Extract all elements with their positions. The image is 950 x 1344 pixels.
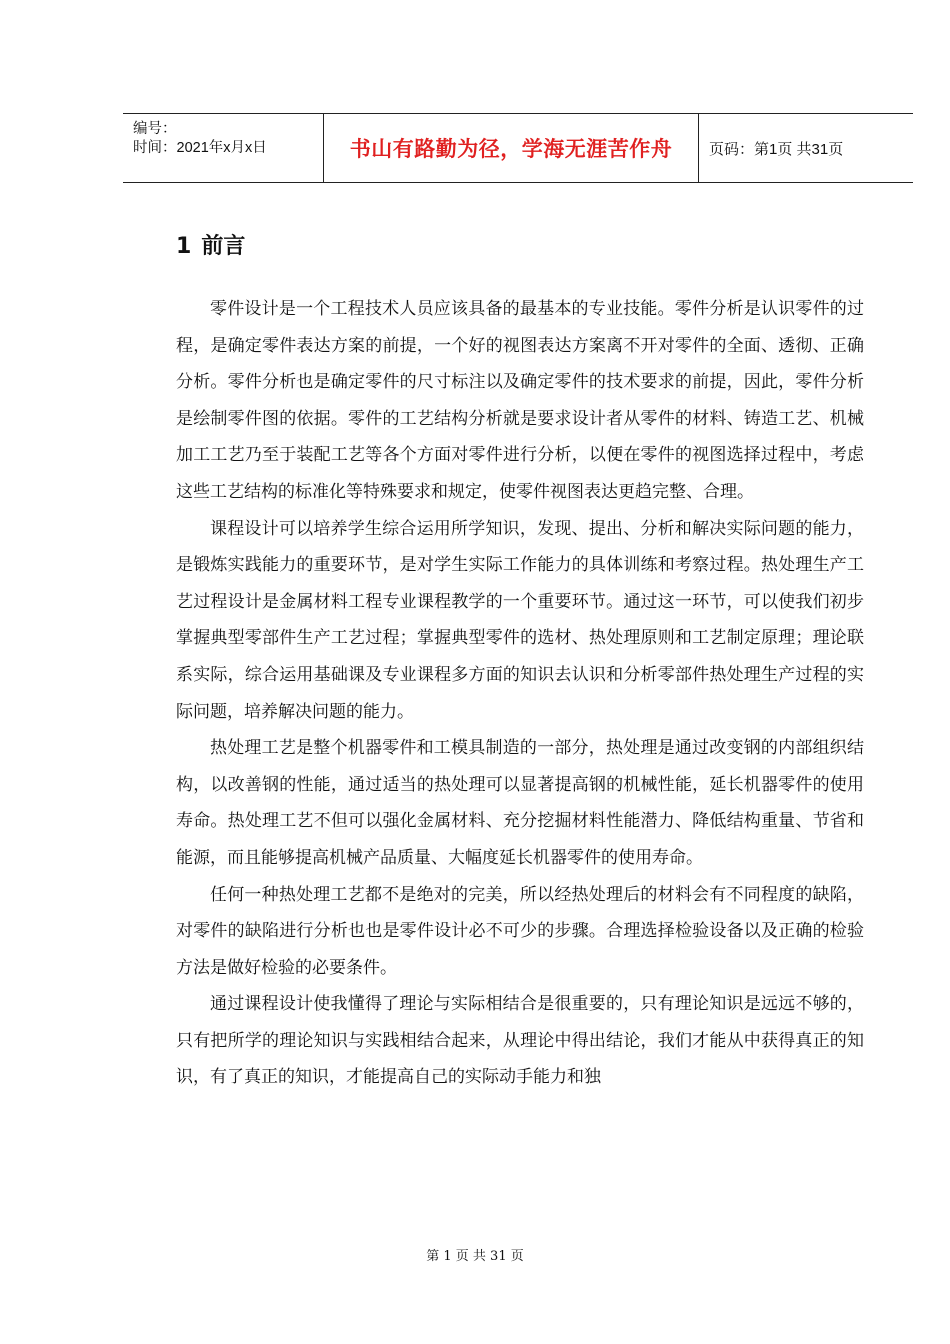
paragraph: 通过课程设计使我懂得了理论与实际相结合是很重要的，只有理论知识是远远不够的，只有把所学的理论知识与实践相结合起来，从理论中得出结论，我们才能从中获得真正的知识，有了真正的知识，才能提高自己的实际动手能力和独 — [176, 994, 864, 1088]
section-title — [176, 229, 245, 260]
section-number: 1 — [176, 234, 192, 259]
section-title-text: 前言 — [201, 234, 246, 259]
header-motto-cell — [324, 114, 699, 182]
code-label: 编号： — [133, 121, 177, 137]
paragraph: 课程设计可以培养学生综合运用所学知识，发现、提出、分析和解决实际问题的能力，是锻炼实践能力的重要环节，是对学生实际工作能力的具体训练和考察过程。热处理生产工艺过程设计是金属材料工程专业课程教学的一个重要环节。通过这一环节，可以使我们初步掌握典型零部件生产工艺过程；掌握典型零件的选材、热处理原则和工艺制定原理；理论联系实际，综合运用基础课及专业课程多方面的知识去认识和分析零部件热处理生产过程的实际问题，培养解决问题的能力。 — [176, 518, 864, 722]
page-label: 页码：第1页 共31页 — [709, 140, 844, 158]
header-page-cell — [699, 114, 913, 182]
paragraph: 任何一种热处理工艺都不是绝对的完美，所以经热处理后的材料会有不同程度的缺陷，对零件的缺陷进行分析也也是零件设计必不可少的步骤。合理选择检验设备以及正确的检验方法是做好检验的必要条件。 — [176, 884, 864, 978]
footer-page-number: 第 1 页 共 31 页 — [426, 1249, 524, 1264]
body-text — [176, 291, 864, 1096]
paragraph: 热处理工艺是整个机器零件和工模具制造的一部分，热处理是通过改变钢的内部组织结构，以改善钢的性能，通过适当的热处理可以显著提高钢的机械性能，延长机器零件的使用寿命。热处理工艺不但可以强化金属材料、充分挖掘材料性能潜力、降低结构重量、节省和能源，而且能够提高机械产品质量、大幅度延长机器零件的使用寿命。 — [176, 738, 864, 868]
header-meta — [123, 114, 324, 182]
time-label: 时间：2021年x月x日 — [133, 140, 267, 156]
page-header — [123, 113, 913, 183]
motto-text: 书山有路勤为径，学海无涯苦作舟 — [349, 136, 673, 161]
paragraph: 零件设计是一个工程技术人员应该具备的最基本的专业技能。零件分析是认识零件的过程，是确定零件表达方案的前提，一个好的视图表达方案离不开对零件的全面、透彻、正确分析。零件分析也是确定零件的尺寸标注以及确定零件的技术要求的前提，因此，零件分析是绘制零件图的依据。零件的工艺结构分析就是要求设计者从零件的材料、铸造工艺、机械加工工艺乃至于装配工艺等各个方面对零件进行分析，以便在零件的视图选择过程中，考虑这些工艺结构的标准化等特殊要求和规定，使零件视图表达更趋完整、合理。 — [176, 299, 864, 502]
page-footer — [0, 1245, 950, 1264]
